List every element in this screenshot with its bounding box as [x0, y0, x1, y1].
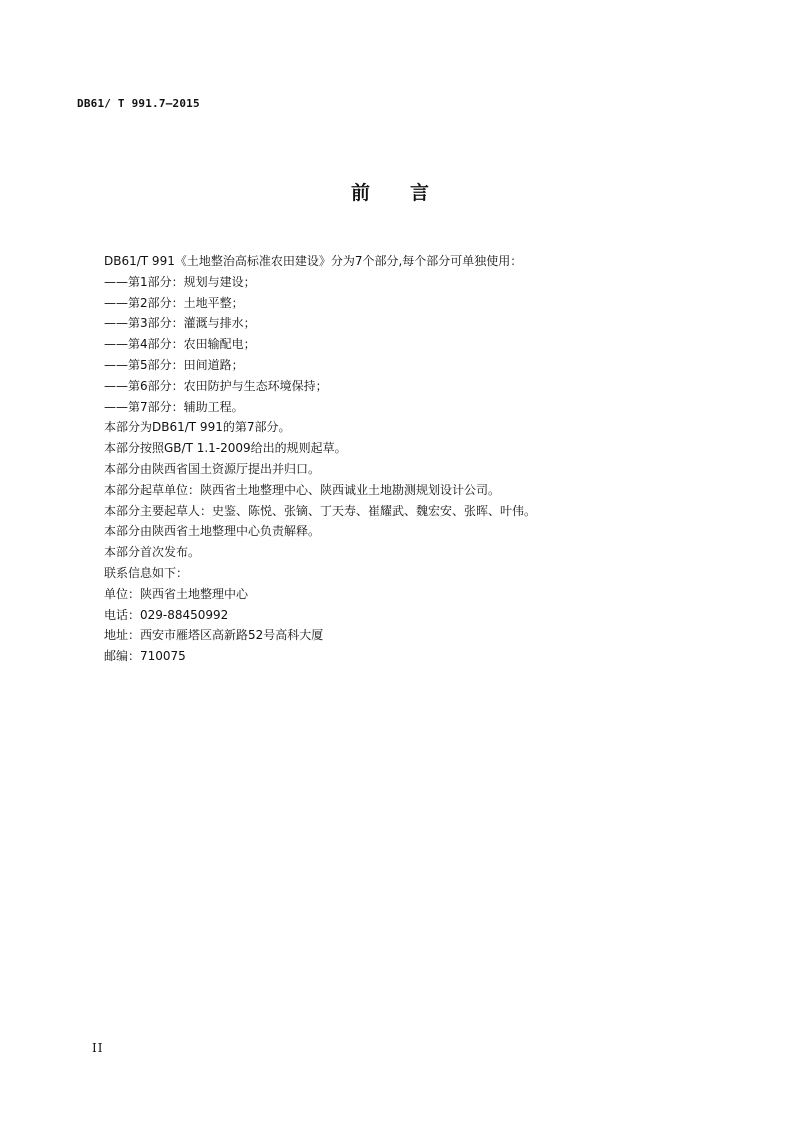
page-number: II	[92, 1041, 104, 1055]
part-1-line: ——第1部分：规划与建设；	[104, 274, 256, 289]
document-body	[104, 251, 724, 667]
contact-address-line: 地址：西安市雁塔区高新路52号高科大厦	[104, 628, 324, 643]
contact-heading-line: 联系信息如下：	[104, 565, 189, 580]
drafting-rule-line: 本部分按照GB/T 1.1-2009给出的规则起草。	[104, 441, 347, 456]
document-code: DB61/ T 991.7—2015	[77, 97, 200, 110]
first-release-line: 本部分首次发布。	[104, 545, 201, 560]
part-5-line: ——第5部分：田间道路；	[104, 357, 244, 372]
part-2-line: ——第2部分：土地平整；	[104, 295, 244, 310]
part-statement-line: 本部分为DB61/T 991的第7部分。	[104, 420, 291, 435]
page-title: 前言	[350, 182, 469, 204]
contact-phone-line: 电话：029-88450992	[104, 607, 229, 622]
part-7-line: ——第7部分：辅助工程。	[104, 399, 244, 414]
contact-unit-line: 单位：陕西省土地整理中心	[104, 586, 249, 601]
interpretation-line: 本部分由陕西省土地整理中心负责解释。	[104, 524, 321, 539]
proposer-line: 本部分由陕西省国土资源厅提出并归口。	[104, 461, 321, 476]
drafters-line: 本部分主要起草人：史鉴、陈悦、张镝、丁天寿、崔耀武、魏宏安、张晖、叶伟。	[104, 503, 537, 518]
part-6-line: ——第6部分：农田防护与生态环境保持；	[104, 378, 328, 393]
intro-line: DB61/T 991《土地整治高标准农田建设》分为7个部分,每个部分可单独使用：	[104, 254, 523, 268]
contact-postcode-line: 邮编：710075	[104, 649, 186, 664]
part-4-line: ——第4部分：农田输配电；	[104, 337, 256, 352]
drafting-units-line: 本部分起草单位：陕西省土地整理中心、陕西诚业土地勘测规划设计公司。	[104, 482, 501, 497]
part-3-line: ——第3部分：灌溉与排水；	[104, 316, 256, 331]
